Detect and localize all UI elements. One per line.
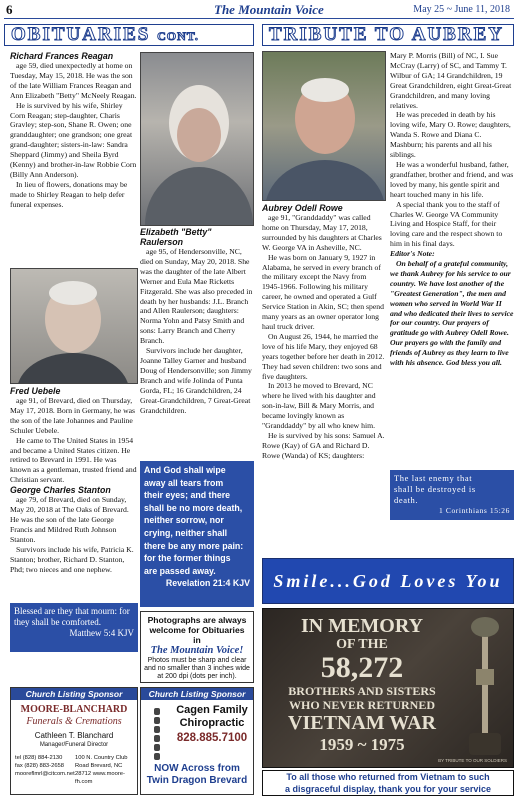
obit-paragraph: age 91, of Brevard, died on Thursday, May 17, 2018. Born in Germany, he was the son of the late Johannes and Pauline Schuler Uebele. — [10, 396, 136, 435]
verse-line: there be any more pain: — [144, 540, 244, 551]
portrait-icon — [263, 52, 386, 201]
photo-raulerson — [140, 52, 254, 226]
portrait-icon — [11, 269, 138, 384]
chiro-name: Chiropractic — [179, 717, 245, 729]
notice-line: in — [193, 635, 201, 645]
tribute-banner — [262, 24, 514, 46]
verse-line: crying, neither shall — [144, 527, 228, 538]
memory-years: 1959 ~ 1975 — [319, 735, 405, 754]
soldier-cross-icon — [459, 613, 511, 763]
verse-line: Blessed are they that mourn: for — [14, 606, 130, 616]
verse-line: neither sorrow, nor — [144, 515, 224, 526]
obit-paragraph: He was born on January 9, 1927 in Alabama, he served in every branch of the military except the Navy from 1945-1966. Following his military career, he owned and operated a Gulf Service Station in Akin, SC; then spend many years as an owner operator long haul truck driver. — [262, 252, 384, 331]
chiro-phone: 828.885.7100 — [176, 732, 248, 744]
obit-paragraph: Mary P. Morris (Bill) of NC, I. Sue McCray (Larry) of SC, and Tammy T. Wilbur of GA; 14 Grandchildren, 19 Great Grandchildren, eight Great-Great Grandchildren, and many loving relatives. — [390, 51, 512, 110]
ad-address: 100 N. Country Club Road Brevard, NC 28712 www.moore-fh.com — [75, 755, 128, 785]
verse-line: away all tears from — [144, 477, 224, 488]
memory-number: 58,272 — [320, 651, 404, 684]
obit-paragraph: On August 26, 1944, he married the love of his life Mary, they enjoyed 68 years together before her death in 2012. They had seven children: two sons and five daughters. — [262, 331, 385, 381]
masthead: The Mountain Voice — [214, 2, 324, 17]
obit-name: George Charles Stanton — [10, 485, 111, 496]
verse-line: their eyes; and there — [144, 490, 231, 501]
obit-paragraph: In lieu of flowers, donations may be made to Shirley Reagan to help defer funeral expenses. — [10, 179, 128, 209]
page-header — [4, 3, 514, 19]
obit-paragraph: He is survived by his sons: Samuel A. Rowe (Kay) of GA and Richard D. Rowe (Wanda) of KS; daughters: — [262, 430, 385, 460]
chiro-name: Cagen Family — [176, 704, 248, 716]
notice-line: welcome for Obituaries — [149, 625, 245, 635]
smile-banner — [262, 558, 514, 604]
spine-icon — [144, 706, 170, 768]
obituaries-title: OBITUARIES — [11, 24, 151, 45]
verse-revelation — [140, 461, 254, 607]
vietnam-memorial-graphic — [262, 608, 514, 768]
issue-date: May 25 ~ June 11, 2018 — [413, 4, 510, 15]
memory-title: IN MEMORY — [300, 615, 424, 637]
funeral-home-tagline: Funerals & Cremations — [26, 716, 122, 727]
obit-paragraph: In 2013 he moved to Brevard, NC where he lived with his daughter and son-in-law, Bill & Mary Morris, and became lovingly known as "Granddaddy" by all who knew him. — [262, 381, 376, 431]
smile-text: Smile...God Loves You — [273, 571, 503, 591]
obit-name: Elizabeth "Betty" Raulerson — [140, 227, 212, 247]
verse-line: And God shall wipe — [144, 465, 226, 475]
photo-notice — [140, 611, 254, 683]
notice-line: Photographs are always — [147, 615, 247, 625]
obit-raulerson — [140, 227, 254, 460]
ad-contact-person: Cathleen T. Blanchard — [34, 731, 114, 740]
ad-header: Church Listing Sponsor — [141, 688, 253, 700]
obit-paragraph: He came to The United States in 1954 and became a United States citizen. He retired to Brevard in 1991. He was known as a gentleman, trusted friend and Christian servant. — [10, 435, 137, 485]
verse-matthew — [10, 603, 138, 652]
verse-reference: 1 Corinthians 15:26 — [439, 506, 510, 515]
memory-war: VIETNAM WAR — [288, 712, 436, 734]
obit-name: Fred Uebele — [10, 386, 61, 396]
editors-note-title: Editor's Note: — [390, 249, 435, 259]
ad-cagen-chiropractic[interactable] — [140, 687, 254, 795]
verse-reference: Matthew 5:4 KJV — [69, 628, 134, 638]
portrait-icon — [141, 53, 254, 226]
obit-paragraph: He was preceded in death by his loving wife, Mary O. Rowe; daughters, Wanda S. Rowe and Diana C. Mashburn; his parents and all his siblings. — [390, 110, 511, 160]
photo-uebele — [10, 268, 138, 384]
obit-paragraph: He was a wonderful husband, father, grandfather, brother and friend, and was loved by many, his gentle spirit and heart touched many in his life. — [390, 159, 514, 199]
verse-line: for the former things — [144, 553, 231, 564]
tribute-rowe-col1 — [262, 203, 386, 555]
verse-line: The last enemy that — [394, 473, 473, 483]
vietnam-footer-line: To all those who returned from Vietnam to such — [286, 772, 490, 782]
obit-paragraph: A special thank you to the staff of Charles W. George VA Community Living and Hospice Staff, for their loving care and the respect shown to him in his final days. — [390, 199, 503, 249]
photo-rowe — [262, 51, 386, 201]
verse-line: death. — [394, 495, 419, 505]
notice-fine-print: Photos must be sharp and clear and no smaller than 3 inches wide at 200 dpi (dots per inch). — [144, 657, 250, 680]
obit-paragraph: age 95, of Hendersonville, NC, died on Sunday, May 20, 2018. She was the daughter of the late Albert Werner and Eula Mae Ricketts Fitzgerald. She was also preceded in death by her husbands: J.L. Branch and Allen Raulerson; daughters: Norma Yohn and Patsy Smith and sons: Larry Branch and Cherry Branch. — [140, 247, 253, 346]
memory-of: OF THE — [336, 637, 388, 652]
obituaries-banner — [4, 24, 254, 46]
verse-line: shall be no more death, — [144, 502, 243, 513]
verse-reference: Revelation 21:4 KJV — [165, 578, 250, 589]
obituaries-suffix: CONT. — [157, 29, 199, 43]
page-number: 6 — [6, 2, 13, 17]
funeral-home-logo: MOORE-BLANCHARD — [20, 704, 128, 715]
vietnam-footer — [262, 770, 514, 796]
verse-line: shall be destroyed is — [394, 484, 476, 494]
obit-uebele-stanton — [10, 386, 138, 601]
memory-credit: BY TRIBUTE TO OUR SOLDIERS — [438, 758, 507, 763]
chiro-location: NOW Across from — [154, 763, 240, 774]
obit-paragraph: Survivors include his wife, Patricia K. Stanton; brother, Richard D. Stanton, Phd; two nieces and one nephew. — [10, 544, 134, 574]
chiro-location: Twin Dragon Brevard — [146, 775, 248, 786]
verse-line: are passed away. — [144, 565, 216, 576]
obit-paragraph: age 59, died unexpectedly at home on Tuesday, May 15, 2018. He was the son of the late William Frances Reagan and Ann Elizabeth "Betty" McNeely Reagan. — [10, 61, 137, 100]
editors-note: On behalf of a grateful community, we thank Aubrey for his service to our country. We have lost another of the "Greatest Generation", the men and women who served in World War II and who dedicated their lives to service for our country. Our prayers of gratitude go with Aubrey Odell Rowe. Our prayers go with the family and friends of Aubrey as they learn to live with his absence. God bless you all. — [390, 259, 514, 368]
memory-line: BROTHERS AND SISTERS — [288, 684, 436, 698]
obit-paragraph: age 91, "Granddaddy" was called home on Thursday, May 17, 2018, surrounded by his daughters at Charles W. George VA in Asheville, NC. — [262, 213, 382, 252]
obit-name: Aubrey Odell Rowe — [262, 203, 343, 213]
verse-line: they shall be comforted. — [14, 617, 101, 627]
obit-name: Richard Frances Reagan — [10, 51, 114, 61]
memory-line: WHO NEVER RETURNED — [288, 698, 435, 712]
ad-moore-blanchard[interactable] — [10, 687, 138, 795]
obit-paragraph: Survivors include her daughter, Joanne Talley Garner and husband Doug of Hendersonville; son Jimmy Branch and wife Jolinda of Punta Gorda, FL; 16 Grandchildren, 24 Great-Grandchildren, 7 Great-Great Grandchildren. — [140, 346, 252, 415]
obit-paragraph: He is survived by his wife, Shirley Corn Reagan; step-daughter, Charis Gravley; step-son, Shane R. Owen; one granddaughter; one grandson; one great grand-daughter; sisters-in-law: Sandra Sheppard (Jimmy) and Sheila Byrd (Kenny) and brother-in-law Robbie Corn (Billy Ann Anderson). — [10, 100, 137, 179]
tribute-rowe-col2 — [390, 51, 514, 469]
vietnam-footer-line: a disgraceful display, thank you for your service — [285, 784, 491, 794]
obit-paragraph: age 79, of Brevard, died on Sunday, May 20, 2018 at The Oaks of Brevard. He was the son of the late George Francis and Mildred Ruth Johnson Stanton. — [10, 495, 129, 544]
ad-contact-role: Manager/Funeral Director — [39, 742, 109, 748]
tribute-title: TRIBUTE TO AUBREY — [269, 24, 504, 45]
verse-corinthians — [390, 470, 514, 520]
ad-phone-fax: tel (828) 884-2130 fax (828) 883-2658 mooreflmrl@citcom.net — [15, 755, 75, 777]
ad-header: Church Listing Sponsor — [11, 688, 137, 700]
mountain-voice-logo: The Mountain Voice! — [150, 645, 244, 656]
